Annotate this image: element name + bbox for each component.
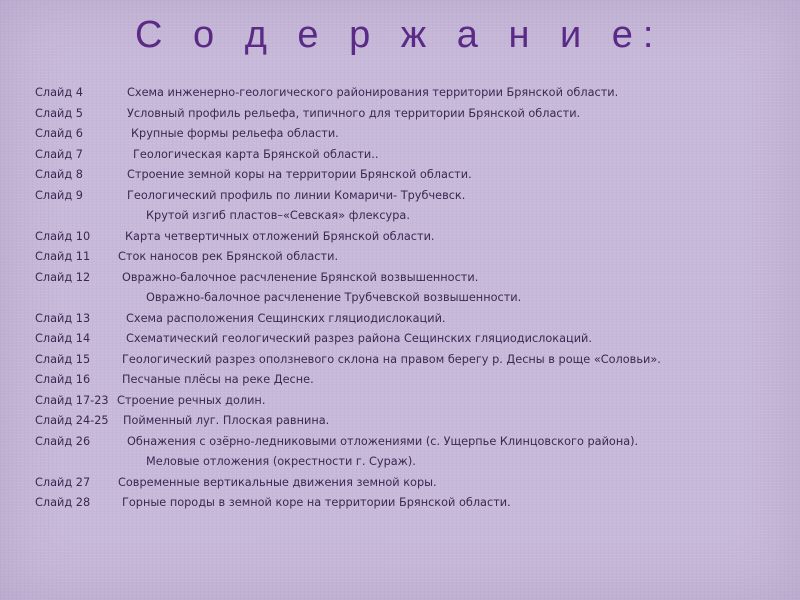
table-of-contents xyxy=(0,83,800,514)
slide-number: Слайд 11 xyxy=(35,250,91,263)
slide-description: Пойменный луг. Плоская равнина. xyxy=(123,414,330,427)
slide-description: Обнажения с озёрно-ледниковыми отложениями (с. Ущерпье Клинцовского района). xyxy=(127,434,639,448)
toc-row xyxy=(0,350,800,371)
slide-description: Геологический профиль по линии Комаричи- Трубчевск. xyxy=(127,188,466,202)
slide-description: Сток наносов рек Брянской области. xyxy=(118,250,339,263)
slide-description: Овражно-балочное расчленение Брянской возвышенности. xyxy=(122,270,479,284)
toc-row xyxy=(0,268,800,289)
slide-number: Слайд 24-25 xyxy=(35,414,109,427)
slide-number: Слайд 10 xyxy=(35,229,91,243)
slide-description: Карта четвертичных отложений Брянской области. xyxy=(125,229,435,243)
slide-number: Слайд 7 xyxy=(35,147,83,161)
slide-number: Слайд 16 xyxy=(35,373,91,386)
slide-description: Горные породы в земной коре на территории Брянской области. xyxy=(122,496,511,509)
slide-number: Слайд 26 xyxy=(35,434,91,448)
slide-number: Слайд 6 xyxy=(35,127,83,140)
toc-row xyxy=(0,145,800,166)
slide-description: Меловые отложения (окрестности г. Сураж). xyxy=(146,455,416,468)
toc-row xyxy=(0,452,800,473)
slide-number: Слайд 9 xyxy=(35,188,83,202)
toc-row xyxy=(0,329,800,350)
slide-description: Овражно-балочное расчленение Трубчевской возвышенности. xyxy=(146,291,522,304)
slide-description: Схема инженерно-геологического районирования территории Брянской области. xyxy=(127,86,619,99)
toc-row xyxy=(0,83,800,104)
toc-row xyxy=(0,227,800,248)
toc-row xyxy=(0,391,800,412)
slide-number: Слайд 15 xyxy=(35,352,91,366)
slide-number: Слайд 14 xyxy=(35,332,91,345)
slide-number: Слайд 4 xyxy=(35,86,83,99)
toc-row xyxy=(0,370,800,391)
toc-row xyxy=(0,288,800,309)
slide-number: Слайд 12 xyxy=(35,270,91,284)
toc-row xyxy=(0,124,800,145)
slide-description: Условный профиль рельефа, типичного для территории Брянской области. xyxy=(127,106,581,120)
toc-row xyxy=(0,493,800,514)
slide-description: Геологический разрез оползневого склона на правом берегу р. Десны в роще «Соловьи». xyxy=(122,352,661,366)
slide-description: Крутой изгиб пластов–«Севская» флексура. xyxy=(146,209,410,222)
toc-row xyxy=(0,247,800,268)
slide-title: С о д е р ж а н и е: xyxy=(135,14,664,56)
slide-number: Слайд 13 xyxy=(35,311,91,325)
slide-number: Слайд 27 xyxy=(35,475,91,489)
toc-row xyxy=(0,165,800,186)
toc-row xyxy=(0,432,800,453)
slide-description: Песчаные плёсы на реке Десне. xyxy=(122,373,314,386)
slide-description: Современные вертикальные движения земной коры. xyxy=(118,475,437,489)
slide-description: Схематический геологический разрез района Сещинских гляциодислокаций. xyxy=(126,332,592,345)
toc-row xyxy=(0,473,800,494)
toc-row xyxy=(0,186,800,207)
slide-number: Слайд 5 xyxy=(35,106,83,120)
toc-row xyxy=(0,411,800,432)
slide-description: Строение речных долин. xyxy=(117,393,266,407)
toc-row xyxy=(0,206,800,227)
slide-description: Схема расположения Сещинских гляциодислокаций. xyxy=(126,311,446,325)
slide-description: Строение земной коры на территории Брянской области. xyxy=(127,168,472,181)
slide-description: Геологическая карта Брянской области.. xyxy=(133,147,379,161)
slide-number: Слайд 17-23 xyxy=(35,393,109,407)
slide-number: Слайд 28 xyxy=(35,496,91,509)
toc-row xyxy=(0,309,800,330)
toc-row xyxy=(0,104,800,125)
slide-description: Крупные формы рельефа области. xyxy=(131,127,339,140)
slide-number: Слайд 8 xyxy=(35,168,83,181)
